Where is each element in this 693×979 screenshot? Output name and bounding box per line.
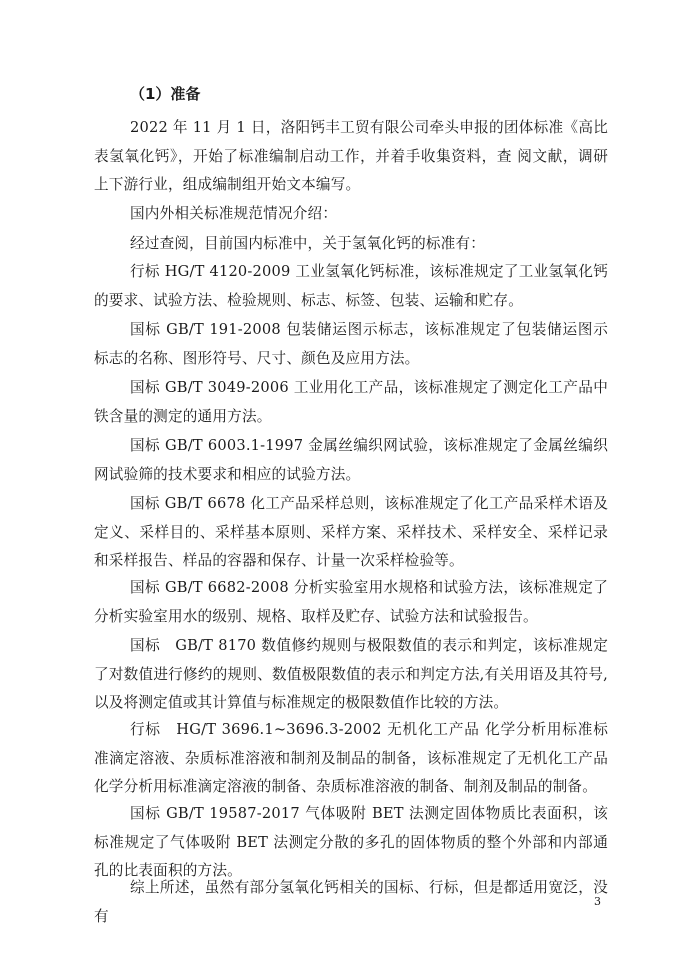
paragraph-summary: 综上所述，虽然有部分氢氧化钙相关的国标、行标，但是都适用宽泛，没有 <box>94 879 608 925</box>
paragraph-hg-4120: 行标 HG/T 4120-2009 工业氢氧化钙标准，该标准规定了工业氢氧化钙的要求、试验方法、检验规则、标志、标签、包装、运输和贮存。 <box>94 263 608 309</box>
paragraph-gb-3049: 国标 GB/T 3049-2006 工业用化工产品，该标准规定了测定化工产品中铁含量的测定的通用方法。 <box>94 379 608 425</box>
paragraph-gb-19587: 国标 GB/T 19587-2017 气体吸附 BET 法测定固体物质比表面积，该标准规定了气体吸附 BET 法测定分散的多孔的固体物质的整个外部和内部通孔的比表面积的方法。 <box>94 805 608 879</box>
paragraph-search-result: 经过查阅，目前国内标准中，关于氢氧化钙的标准有： <box>130 235 486 252</box>
paragraph-gb-6003: 国标 GB/T 6003.1-1997 金属丝编织网试验，该标准规定了金属丝编织网试验筛的技术要求和相应的试验方法。 <box>94 437 608 483</box>
section-heading: （1）准备 <box>130 85 201 103</box>
paragraph-gb-6682: 国标 GB/T 6682-2008 分析实验室用水规格和试验方法，该标准规定了分析实验室用水的级别、规格、取样及贮存、试验方法和试验报告。 <box>94 579 608 625</box>
paragraph-standards-intro: 国内外相关标准规范情况介绍： <box>130 205 338 222</box>
paragraph-gb-191: 国标 GB/T 191-2008 包装储运图示标志，该标准规定了包装储运图示标志的名称、图形符号、尺寸、颜色及应用方法。 <box>94 321 608 367</box>
paragraph-gb-8170: 国标 GB/T 8170 数值修约规则与极限数值的表示和判定，该标准规定了对数值进行修约的规则、数值极限数值的表示和判定方法,有关用语及其符号,以及将测定值或其计算值与标准规定的极限数值作比较的方法。 <box>94 637 608 711</box>
paragraph-intro: 2022 年 11 月 1 日，洛阳钙丰工贸有限公司牵头申报的团体标准《高比表氢氧化钙》，开始了标准编制启动工作，并着手收集资料，查 阅文献，调研上下游行业，组成编制组开始文本编写。 <box>94 119 608 193</box>
paragraph-gb-6678: 国标 GB/T 6678 化工产品采样总则，该标准规定了化工产品采样术语及定义、采样目的、采样基本原则、采样方案、采样技术、采样安全、采样记录和采样报告、样品的容器和保存、计量一次采样检验等。 <box>94 495 608 569</box>
page-number: 3 <box>594 895 601 908</box>
paragraph-hg-3696: 行标 HG/T 3696.1~3696.3-2002 无机化工产品 化学分析用标准标准滴定溶液、杂质标准溶液和制剂及制品的制备，该标准规定了无机化工产品化学分析用标准滴定溶液的制备、杂质标准溶液的制备、制剂及制品的制备。 <box>94 721 608 795</box>
